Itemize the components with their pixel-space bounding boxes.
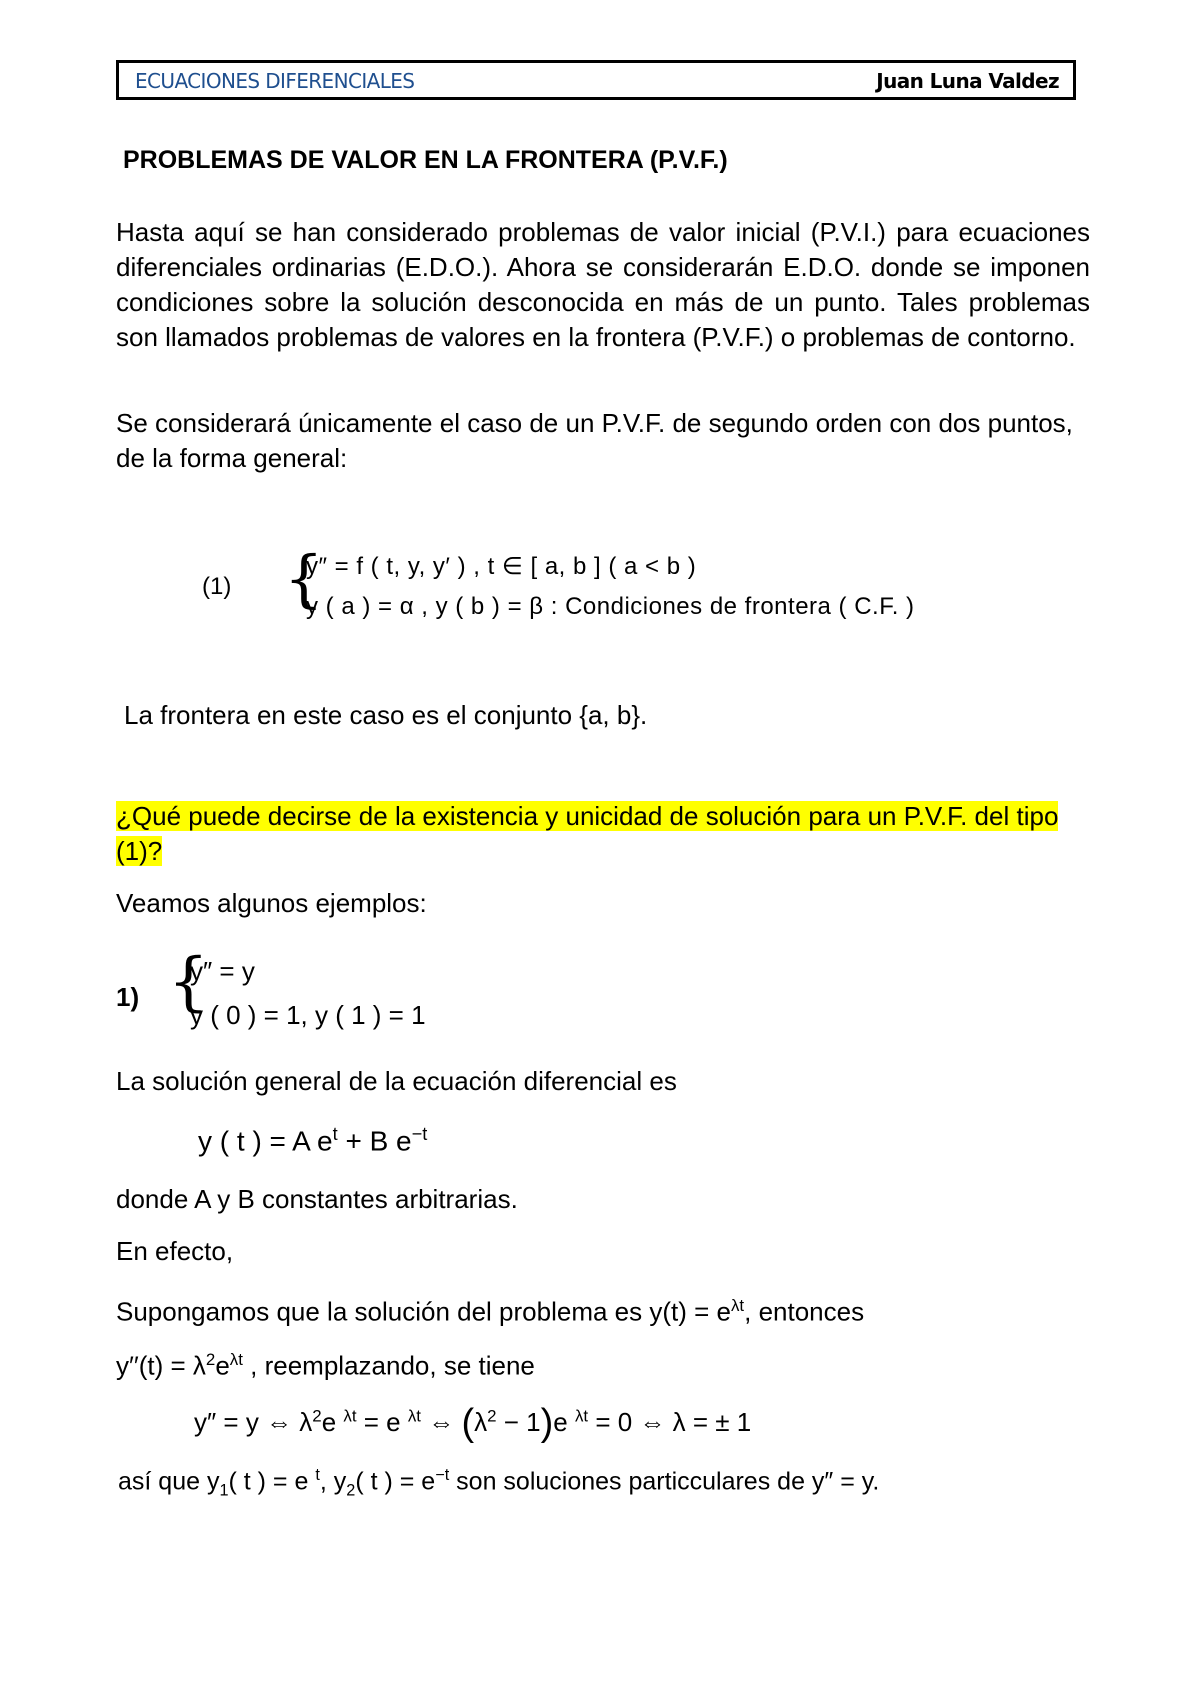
particular-solutions: así que $y_1$( t ) = e $^t$, $y_2$( t ) = $e^{-t}$ son soluciones particculares de y″ = y. [118, 1466, 880, 1500]
constants-sentence: donde A y B constantes arbitrarias. [116, 1184, 518, 1214]
intro-paragraph: Hasta aquí se han considerado problemas de valor inicial (P.V.I.) para ecuaciones diferenciales ordinarias (E.D.O.). Ahora se considerarán E.D.O. donde se imponen condiciones sobre la solución desconocida en más de un punto. Tales problemas son llamados problemas de valores en la frontera (P.V.F.) o problemas de contorno. [116, 217, 1090, 352]
example1-line2: y ( 0 ) = 1, y ( 1 ) = 1 [190, 1000, 426, 1030]
examples-intro: Veamos algunos ejemplos: [116, 888, 427, 918]
system1-line1: y″ = f ( t, y, y′ ) , t ∈ [ a, b ] ( a < b ) [306, 553, 697, 580]
course-title: ECUACIONES DIFERENCIALES [135, 69, 415, 93]
example1-label: 1) [116, 982, 140, 1012]
highlighted-question: ¿Qué puede decirse de la existencia y unicidad de solución para un P.V.F. del tipo (1)? [116, 801, 1059, 866]
example1-line1: y″ = y [190, 956, 255, 986]
question-paragraph [116, 799, 1092, 869]
general-solution-equation: y ( t ) = A $e^t + B$ $e^{-t}$ [198, 1124, 428, 1157]
general-solution-sentence: La solución general de la ecuación diferencial es [116, 1066, 677, 1096]
en-efecto: En efecto, [116, 1236, 234, 1266]
scope-paragraph: Se considerará únicamente el caso de un P.V.F. de segundo orden con dos puntos, de la forma general: [116, 408, 1073, 473]
example1-brace: { [168, 945, 209, 1019]
section-title: PROBLEMAS DE VALOR EN LA FRONTERA (P.V.F.) [123, 146, 728, 174]
suppose-sentence: Supongamos que la solución del problema es $y(t) = e^{\lambda t}$, entonces [116, 1296, 865, 1327]
second-derivative-sentence: $y''(t) = \lambda^2e^{\lambda t}$ , reemplazando, se tiene [116, 1350, 535, 1381]
characteristic-equation: y″ = y ⇔ $\lambda^2e$ $^{\lambda t}$ = e $^{\lambda t}$ ⇔ $(\lambda^2 - 1)e$ $^{\lambda t}$ = 0 ⇔ λ = ± 1 [194, 1402, 752, 1444]
frontier-sentence: La frontera en este caso es el conjunto {a, b}. [124, 700, 648, 730]
page-header [116, 60, 1076, 100]
system1-brace: { [284, 542, 324, 615]
system1-line2: y ( a ) = α , y ( b ) = β : Condiciones de frontera ( C.F. ) [306, 593, 915, 620]
author-name: Juan Luna Valdez [876, 69, 1059, 93]
system1-label: (1) [202, 573, 232, 600]
